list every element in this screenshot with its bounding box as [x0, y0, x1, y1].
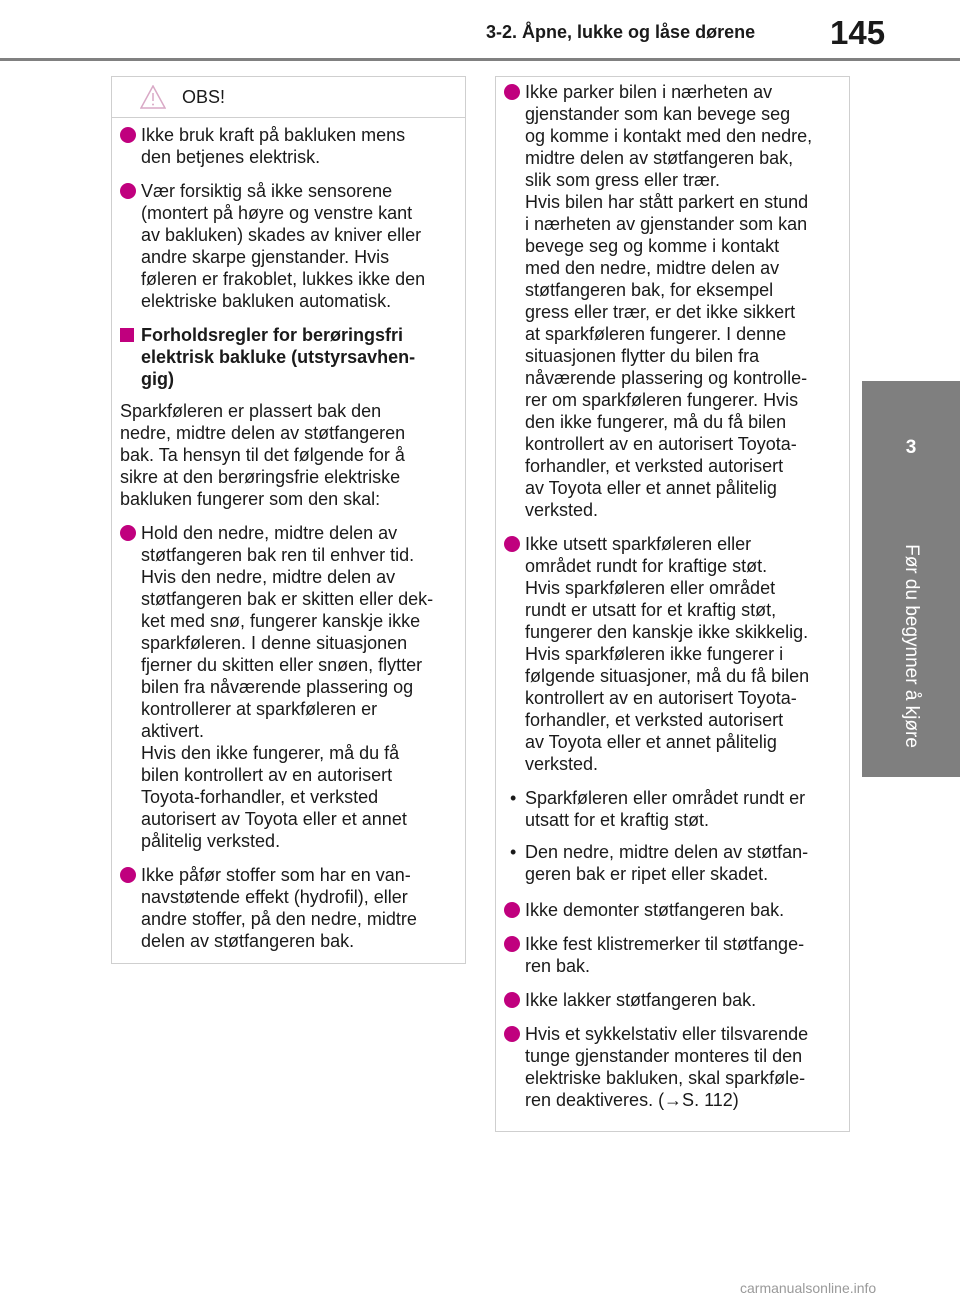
sub-list-item-text: Den nedre, midtre delen av støtfan- geren bak er ripet eller skadet. [525, 842, 809, 884]
bullet-dot-icon [504, 536, 520, 552]
caution-header [112, 77, 465, 118]
subsection-heading [118, 324, 455, 390]
sub-list-item-text: Sparkføleren eller området rundt er utsatt for et kraftig støt. [525, 788, 806, 830]
subsection-heading-text: Forholdsregler for berøringsfri elektrisk bakluke (utstyrsavhen- gig) [141, 325, 416, 389]
sub-list-item [502, 841, 839, 885]
warning-triangle-icon [140, 85, 166, 109]
bullet-dot-icon [120, 127, 136, 143]
caution-title: OBS! [182, 87, 226, 107]
bullet-square-icon [120, 328, 134, 342]
list-item-text: Ikke fest klistremerker til støtfange- ren bak. [525, 934, 805, 976]
list-item-text: Ikke påfør stoffer som har en van- navstøtende effekt (hydrofil), eller andre stoffer, på den nedre, midtre delen av støtfangeren bak. [141, 865, 417, 951]
list-item [502, 533, 839, 775]
list-item-text: Ikke lakker støtfangeren bak. [525, 990, 757, 1010]
list-item [502, 1023, 839, 1111]
bullet-dot-icon [504, 902, 520, 918]
list-item [502, 81, 839, 521]
caution-box-left [111, 76, 466, 964]
list-item-text: Ikke utsett sparkføleren eller området rundt for kraftige støt. Hvis sparkføleren eller området rundt er utsatt for et kraftig støt, fungerer den kanskje ikke skikkelig. Hvis sparkføleren ikke fungerer i følgende situasjoner, må du få bilen kontrollert av en autorisert Toyota- forhandler, et verksted autorisert av Toyota eller et annet pålitelig verksted. [525, 534, 810, 774]
watermark: carmanualsonline.info [740, 1280, 877, 1296]
bullet-dot-icon [120, 867, 136, 883]
sub-bullet: • [510, 842, 517, 862]
bullet-dot-icon [120, 525, 136, 541]
list-item [118, 180, 455, 312]
chapter-side-tab [862, 381, 960, 777]
intro-paragraph: Sparkføleren er plassert bak den nedre, midtre delen av støtfangeren bak. Ta hensyn til det følgende for å sikre at den berøringsfrie elektriske bakluken fungerer som den skal: [120, 401, 406, 509]
bullet-dot-icon [504, 84, 520, 100]
list-item [502, 933, 839, 977]
caution-box-right [495, 76, 850, 1132]
sub-list-item [502, 787, 839, 831]
list-item-text: Ikke bruk kraft på bakluken mens den betjenes elektrisk. [141, 125, 406, 167]
list-item-text: Ikke demonter støtfangeren bak. [525, 900, 785, 920]
list-item-text: Ikke parker bilen i nærheten av gjenstander som kan bevege seg og komme i kontakt med den nedre, midtre delen av støtfangeren bak, slik som gress eller trær. Hvis bilen har stått parkert en stund i nærheten av gjenstander som kan bevege seg og komme i kontakt med den nedre, midtre delen av støtfangeren bak, for eksempel gress eller trær, er det ikke sikkert at sparkføleren fungerer. I denne situasjonen flytter du bilen fra nåværende plassering og kontrolle- rer om sparkføleren fungerer. Hvis den ikke fungerer, må du få bilen kontrollert av en autorisert Toyota- forhandler, et verksted autorisert av Toyota eller et annet pålitelig verksted. [525, 82, 813, 520]
chapter-number: 3 [905, 437, 917, 458]
list-item-text: Hvis et sykkelstativ eller tilsvarende tunge gjenstander monteres til den elektriske bakluken, skal sparkføle- ren deaktiveres. (→S. 112) [525, 1024, 809, 1110]
chapter-label: Før du begynner å kjøre [901, 544, 922, 748]
section-title: 3-2. Åpne, lukke og låse dørene [486, 22, 756, 42]
list-item [118, 522, 455, 852]
bullet-dot-icon [504, 992, 520, 1008]
bullet-dot-icon [504, 1026, 520, 1042]
list-item-text: Hold den nedre, midtre delen av støtfangeren bak ren til enhver tid. Hvis den nedre, midtre delen av støtfangeren bak er skitten eller dek- ket med snø, fungerer kanskje ikke sparkføleren. I denne situasjonen fjerner du skitten eller snøen, flytter bilen fra nåværende plassering og kontrollerer at sparkføleren er aktivert. Hvis den ikke fungerer, må du få bilen kontrollert av en autorisert Toyota-forhandler, et verksted autorisert av Toyota eller et annet pålitelig verksted. [141, 523, 434, 851]
list-item [118, 864, 455, 952]
list-item-text: Vær forsiktig så ikke sensorene (montert på høyre og venstre kant av bakluken) skades av kniver eller andre skarpe gjenstander. Hvis føleren er frakoblet, lukkes ikke den elektriske bakluken automatisk. [141, 181, 426, 311]
page-number: 145 [830, 14, 886, 51]
list-item [118, 124, 455, 168]
bullet-dot-icon [504, 936, 520, 952]
sub-bullet: • [510, 788, 517, 808]
bullet-dot-icon [120, 183, 136, 199]
header-rule [0, 58, 960, 61]
list-item [502, 989, 839, 1011]
list-item [502, 899, 839, 921]
